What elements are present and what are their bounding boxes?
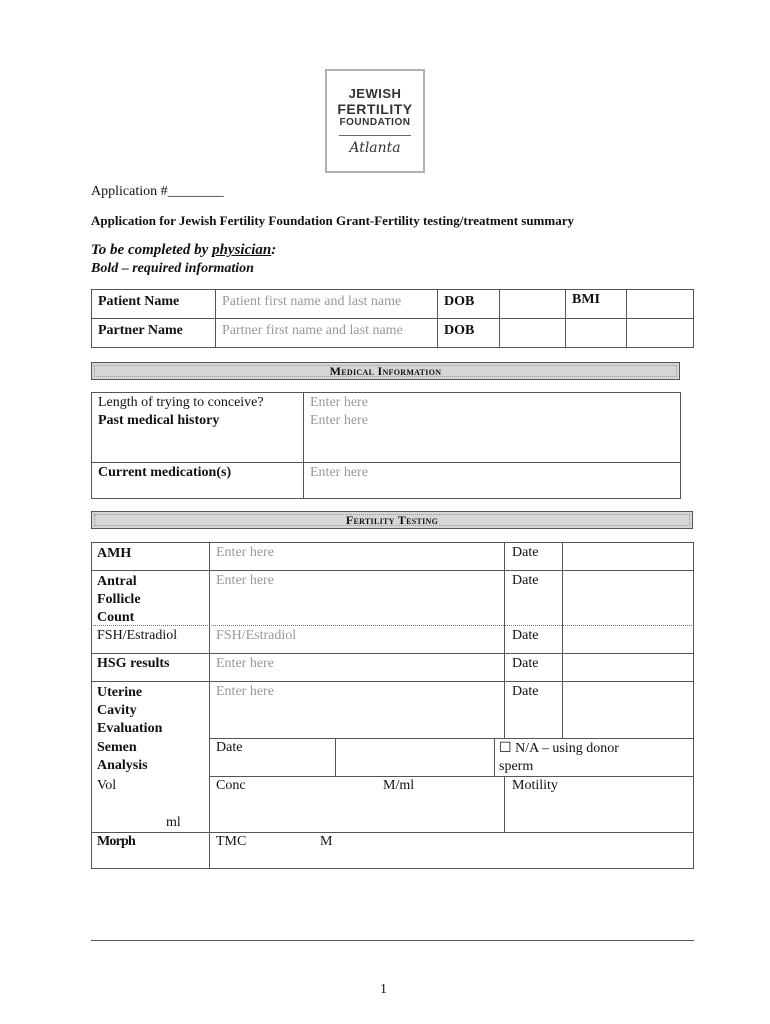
tmc-field[interactable] [250, 833, 315, 868]
conc-field[interactable] [258, 777, 378, 831]
logo-line-1: JEWISH [348, 85, 402, 101]
conc-label: Conc [216, 778, 246, 793]
medical-information-banner: Medical Information [91, 362, 680, 380]
semen-date-field[interactable] [336, 739, 493, 775]
patient-bmi-field[interactable] [627, 290, 694, 319]
patient-dob-label: DOB [438, 290, 500, 319]
row-line-8 [91, 832, 209, 833]
tmc-label: TMC [216, 834, 247, 849]
logo-line-2: FERTILITY [337, 100, 413, 117]
uterine-date-field[interactable] [563, 682, 693, 737]
patient-dob-field[interactable] [500, 290, 566, 319]
hsg-date-label: Date [512, 656, 539, 671]
page-number: 1 [380, 982, 387, 997]
amh-field[interactable]: Enter here [216, 545, 274, 560]
footer-rule [91, 940, 694, 941]
tmc-unit: M [320, 834, 333, 849]
patient-name-field[interactable]: Patient first name and last name [216, 290, 438, 319]
morph-field[interactable] [92, 852, 208, 868]
past-medical-history-label: Past medical history [98, 413, 220, 428]
partner-name-label: Partner Name [92, 319, 216, 348]
uterine-cavity-field[interactable]: Enter here [216, 684, 274, 699]
partner-name-field[interactable]: Partner first name and last name [216, 319, 438, 348]
donor-checkbox[interactable]: ☐ [499, 741, 512, 756]
vol-label: Vol [97, 778, 117, 793]
past-medical-history-field[interactable]: Enter here [310, 413, 368, 428]
partner-bmi-field[interactable] [627, 319, 694, 348]
fertility-testing-banner: Fertility Testing [91, 511, 693, 529]
motility-field[interactable] [505, 797, 693, 831]
fsh-estradiol-label: FSH/Estradiol [97, 628, 178, 643]
vol-unit: ml [166, 815, 181, 830]
afc-date-field[interactable] [563, 571, 693, 625]
medical-table [91, 392, 681, 499]
partner-dob-label: DOB [438, 319, 500, 348]
col-line-5 [494, 738, 495, 776]
patient-bmi-label: BMI [566, 290, 627, 319]
motility-label: Motility [512, 778, 558, 793]
medical-left-cell [92, 393, 304, 463]
current-medications-label: Current medication(s) [92, 463, 304, 499]
conceive-field[interactable]: Enter here [310, 395, 368, 410]
amh-date-label: Date [512, 545, 539, 560]
partner-dob-field[interactable] [500, 319, 566, 348]
conceive-label: Length of trying to conceive? [98, 395, 264, 410]
instructions-line-1: To be completed by physician: [91, 242, 277, 258]
fsh-date-label: Date [512, 628, 539, 643]
form-title: Application for Jewish Fertility Foundation Grant-Fertility testing/treatment summary [91, 213, 574, 228]
fsh-estradiol-field[interactable]: FSH/Estradiol [216, 628, 297, 643]
afc-date-label: Date [512, 573, 539, 588]
logo-line-3: FOUNDATION [339, 116, 411, 128]
logo-divider [339, 135, 411, 136]
patient-name-label: Patient Name [92, 290, 216, 319]
afc-field[interactable]: Enter here [216, 573, 274, 588]
hsg-date-field[interactable] [563, 654, 693, 680]
semen-analysis-label: Semen Analysis [97, 740, 148, 773]
current-medications-field[interactable]: Enter here [304, 463, 681, 499]
amh-date-field[interactable] [563, 543, 693, 569]
application-number: Application #________ [91, 184, 224, 199]
hsg-results-label: HSG results [97, 656, 170, 671]
medical-right-cell [304, 393, 681, 463]
partner-bmi-label-empty [566, 319, 627, 348]
fsh-date-field[interactable] [563, 626, 693, 652]
col-line-1 [209, 542, 210, 869]
morph-label: Morph [97, 834, 136, 849]
conc-unit: M/ml [383, 778, 415, 793]
foundation-logo [325, 69, 425, 173]
uterine-cavity-label: Uterine Cavity Evaluation [97, 685, 163, 736]
col-line-2 [504, 542, 505, 738]
hsg-results-field[interactable]: Enter here [216, 656, 274, 671]
patient-table [91, 289, 694, 348]
semen-date-label: Date [216, 740, 243, 755]
amh-label: AMH [97, 546, 132, 561]
donor-sperm-option[interactable]: ☐ N/A – using donor sperm [499, 741, 619, 774]
instructions-line-2: Bold – required information [91, 261, 254, 276]
vol-field[interactable] [92, 797, 208, 813]
afc-label: Antral Follicle Count [97, 574, 141, 625]
uterine-date-label: Date [512, 684, 539, 699]
logo-line-4: Atlanta [349, 139, 401, 156]
